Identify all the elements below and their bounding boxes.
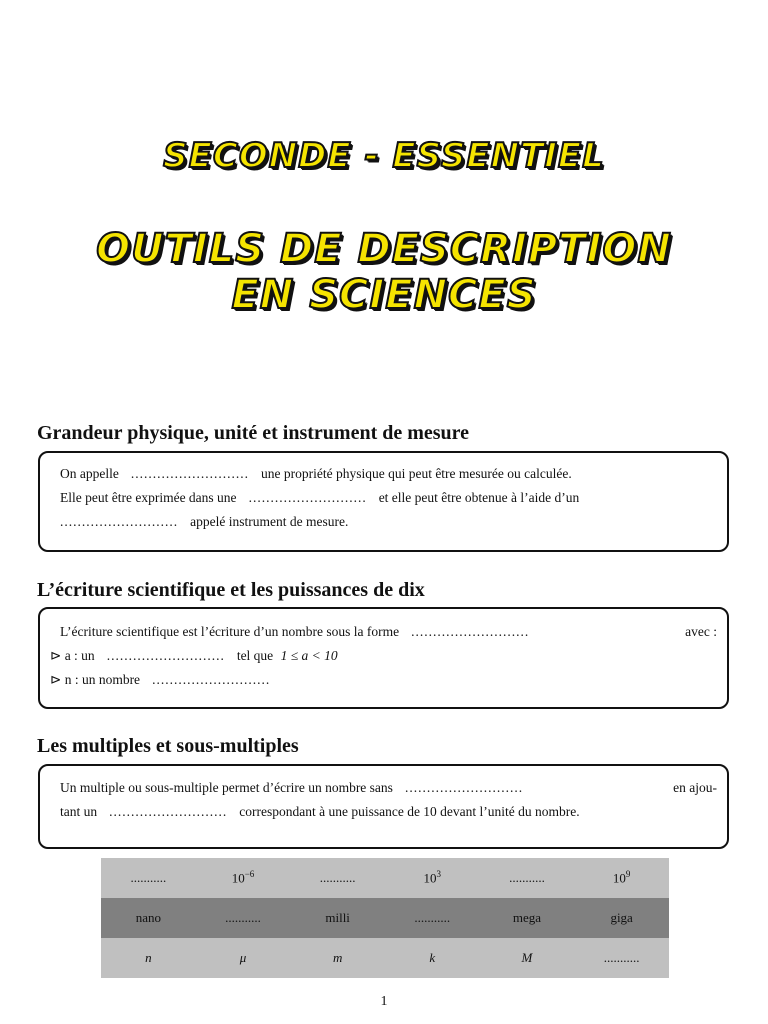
text: avec : <box>685 624 717 639</box>
text: Elle peut être exprimée dans une <box>60 490 237 505</box>
blank-dots: ........................... <box>60 514 179 529</box>
blank-dots: ........................... <box>109 804 228 819</box>
bullet-item <box>50 668 717 692</box>
box-line <box>60 776 717 800</box>
table-cell: $10^9$ <box>574 858 669 898</box>
text: tel que <box>236 648 274 663</box>
definition-box-ecriture <box>38 607 729 709</box>
table-cell: nano <box>101 898 196 938</box>
table-cell: m <box>290 938 385 978</box>
section-title-grandeur: Grandeur physique, unité et instrument de mesure <box>37 422 470 444</box>
table-row <box>101 898 669 938</box>
table-cell: giga <box>574 898 669 938</box>
text: L’écriture scientifique est l’écriture d’un nombre sous la forme <box>60 624 400 639</box>
table-cell: milli <box>290 898 385 938</box>
text: a : un <box>64 648 95 663</box>
doc-title-line2: OUTILS DE DESCRIPTION <box>96 226 672 272</box>
box-line <box>60 510 717 534</box>
text: en ajou- <box>673 780 717 795</box>
box-line <box>60 620 717 644</box>
triangle-bullet-icon: ⊳ <box>50 648 62 663</box>
table-cell-blank: ........... <box>290 858 385 898</box>
text: n : un nombre <box>64 672 141 687</box>
prefix-table <box>101 858 669 978</box>
math-inequality: 1 ≤ a < 10 <box>280 648 338 663</box>
table-cell-blank: ........... <box>385 898 480 938</box>
section-title-ecriture: L’écriture scientifique et les puissances de dix <box>37 579 425 601</box>
table-cell: μ <box>196 938 291 978</box>
blank-dots: ........................... <box>106 648 225 663</box>
table-cell: mega <box>480 898 575 938</box>
table-cell-blank: ........... <box>196 898 291 938</box>
doc-title-line1: SECONDE - ESSENTIEL <box>163 136 605 176</box>
blank-dots: ........................... <box>130 466 249 481</box>
doc-title-line3: EN SCIENCES <box>231 272 537 318</box>
blank-dots: ........................... <box>152 672 271 687</box>
table-row <box>101 938 669 978</box>
table-cell-blank: ........... <box>101 858 196 898</box>
text: correspondant à une puissance de 10 devant l’unité du nombre. <box>239 804 580 819</box>
table-cell: n <box>101 938 196 978</box>
text: On appelle <box>60 466 119 481</box>
table-row <box>101 858 669 898</box>
definition-box-grandeur <box>38 451 729 552</box>
table-cell: k <box>385 938 480 978</box>
box-line <box>60 462 717 486</box>
text: une propriété physique qui peut être mesurée ou calculée. <box>260 466 572 481</box>
blank-dots: ........................... <box>248 490 367 505</box>
section-title-multiples: Les multiples et sous-multiples <box>37 735 299 757</box>
definition-box-multiples <box>38 764 729 849</box>
blank-dots: ........................... <box>411 624 530 639</box>
text: Un multiple ou sous-multiple permet d’écrire un nombre sans <box>60 780 393 795</box>
table-cell: $10^{-6}$ <box>196 858 291 898</box>
box-line <box>60 800 717 824</box>
bullet-item <box>50 644 717 668</box>
triangle-bullet-icon: ⊳ <box>50 672 62 687</box>
table-cell-blank: ........... <box>480 858 575 898</box>
blank-dots: ........................... <box>404 780 524 795</box>
table-cell: M <box>480 938 575 978</box>
page-number: 1 <box>380 994 388 1009</box>
table-cell-blank: ........... <box>574 938 669 978</box>
box-line <box>60 486 717 510</box>
table-cell: $10^3$ <box>385 858 480 898</box>
text: tant un <box>60 804 98 819</box>
text: appelé instrument de mesure. <box>190 514 349 529</box>
text: et elle peut être obtenue à l’aide d’un <box>378 490 580 505</box>
